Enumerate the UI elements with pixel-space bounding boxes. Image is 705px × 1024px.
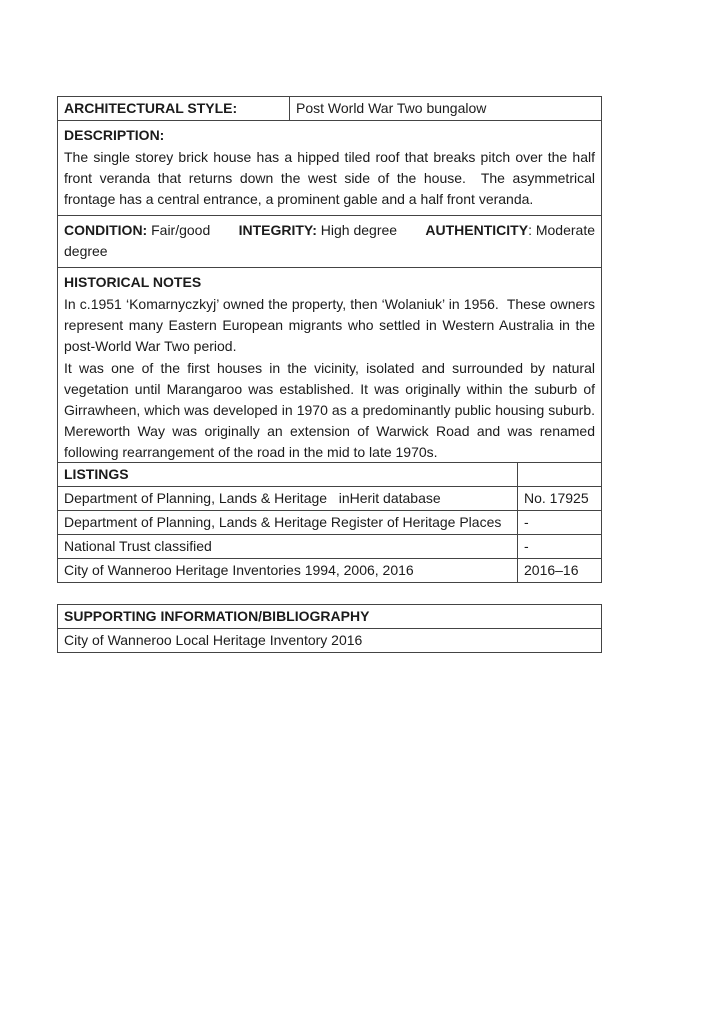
condition-segment xyxy=(64,220,210,241)
architectural-style-row xyxy=(58,97,601,120)
historical-notes-row xyxy=(58,267,601,468)
listing-item: Department of Planning, Lands & Heritage inHerit database xyxy=(58,487,518,510)
architectural-style-label: ARCHITECTURAL STYLE: xyxy=(58,97,290,120)
listing-ref: - xyxy=(524,538,529,554)
listings-table xyxy=(57,462,602,583)
architectural-style-value: Post World War Two bungalow xyxy=(296,100,487,116)
listing-item: City of Wanneroo Heritage Inventories 1994, 2006, 2016 xyxy=(58,559,518,582)
table-row xyxy=(58,486,601,510)
authenticity-value: Moderate xyxy=(535,222,595,238)
authenticity-value-wrap: degree xyxy=(64,243,108,259)
historical-notes-paragraph-2: It was one of the first houses in the vicinity, isolated and surrounded by natural vegetation until Marangaroo was established. It was originally within the suburb of Girrawheen, which was developed in 1970 as a predominantly public housing suburb. Mereworth Way was originally an extension of Warwick Road and was renamed following rearrangement of the road in the mid to late 1970s. xyxy=(64,360,595,460)
listing-item: Department of Planning, Lands & Heritage Register of Heritage Places xyxy=(58,511,518,534)
supporting-information-title: SUPPORTING INFORMATION/BIBLIOGRAPHY xyxy=(64,608,370,624)
condition-label: CONDITION: xyxy=(64,222,148,238)
listing-item: National Trust classified xyxy=(58,535,518,558)
listing-ref: No. 17925 xyxy=(524,490,589,506)
historical-notes-paragraph-1: In c.1951 ‘Komarnyczkyj’ owned the property, then ‘Wolaniuk’ in 1956. These owners represent many Eastern European migrants who settled in Western Australia in the post-World War Two period. xyxy=(64,296,595,354)
place-record-table xyxy=(57,96,602,469)
listings-header-row xyxy=(58,463,601,486)
historical-notes-label: HISTORICAL NOTES xyxy=(64,274,202,290)
authenticity-label: AUTHENTICITY xyxy=(425,222,529,238)
integrity-segment xyxy=(239,220,397,241)
condition-line xyxy=(64,220,595,241)
supporting-information-table xyxy=(57,604,602,653)
description-row xyxy=(58,120,601,215)
table-row xyxy=(58,558,601,582)
authenticity-colon: : xyxy=(528,222,532,238)
supporting-information-item: City of Wanneroo Local Heritage Inventory 2016 xyxy=(58,628,601,652)
table-row xyxy=(58,510,601,534)
integrity-value: High degree xyxy=(320,222,398,238)
description-text: The single storey brick house has a hipped tiled roof that breaks pitch over the half front veranda that returns down the west side of the house. The asymmetrical frontage has a central entrance, a prominent gable and a half front veranda. xyxy=(64,149,595,207)
listings-title: LISTINGS xyxy=(58,463,518,486)
condition-value: Fair/good xyxy=(151,222,211,238)
listing-ref: - xyxy=(524,514,529,530)
listing-ref: 2016–16 xyxy=(524,562,579,578)
authenticity-segment xyxy=(425,220,595,241)
listings-ref-header-cell xyxy=(518,463,601,486)
integrity-label: INTEGRITY: xyxy=(238,222,317,238)
table-row xyxy=(58,534,601,558)
description-label: DESCRIPTION: xyxy=(64,127,165,143)
condition-row xyxy=(58,215,601,267)
